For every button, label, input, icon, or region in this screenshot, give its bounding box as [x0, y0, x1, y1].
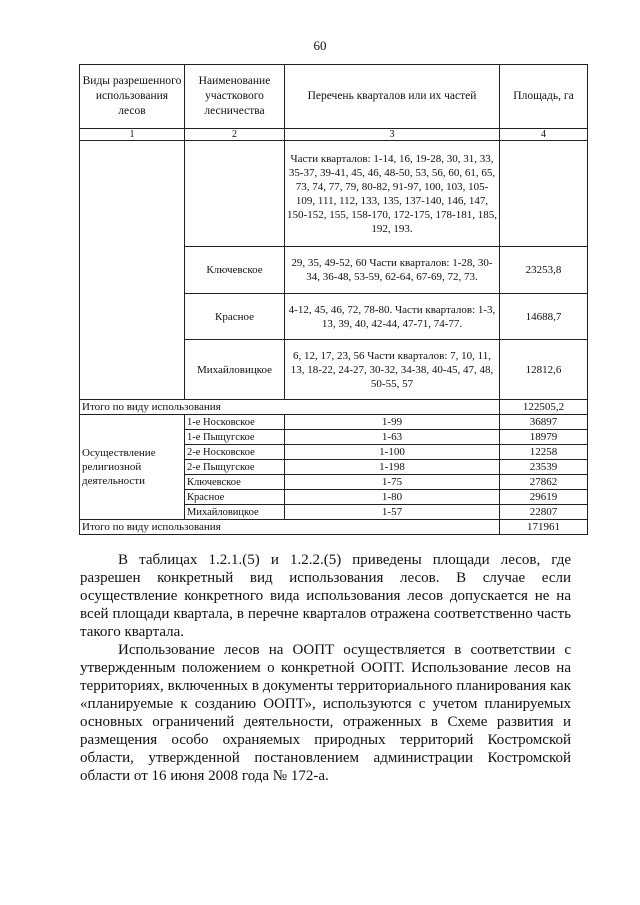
area-cell: 29619	[500, 490, 588, 505]
header-area: Площадь, га	[500, 65, 588, 129]
area-cell: 18979	[500, 430, 588, 445]
quarters-cell: 1-100	[285, 445, 500, 460]
forestry-cell: 2-е Пыщугское	[185, 460, 285, 475]
column-number: 1	[80, 129, 185, 141]
quarters-cell: 1-63	[285, 430, 500, 445]
area-cell: 23253,8	[500, 247, 588, 294]
forestry-cell: 1-е Пыщугское	[185, 430, 285, 445]
quarters-cell: 1-198	[285, 460, 500, 475]
area-cell: 22807	[500, 505, 588, 520]
forestry-cell: Красное	[185, 490, 285, 505]
paragraph: Использование лесов на ООПТ осуществляется в соответствии с утвержденным положением о конкретной ООПТ. Использование лесов на территориях, включенных в документы территориального планирования как «планируемые к созданию ООПТ», используются с учетом планируемых основных ограничений деятельности, отраженных в Схеме развития и размещения особо охраняемых природных территорий Костромской области, утвержденной постановлением администрации Костромской области от 16 июня 2008 года № 172-а.	[80, 642, 571, 784]
column-number: 3	[285, 129, 500, 141]
use-type-religious: Осуществление религиозной деятельности	[80, 415, 185, 520]
forestry-cell: 2-е Носковское	[185, 445, 285, 460]
table-header-row	[80, 65, 588, 129]
forestry-cell: Ключевское	[185, 475, 285, 490]
quarters-cell: 1-57	[285, 505, 500, 520]
forestry-cell: Красное	[185, 294, 285, 340]
quarters-cell: 29, 35, 49-52, 60 Части кварталов: 1-28, 30-34, 36-48, 53-59, 62-64, 67-69, 72, 73.	[285, 247, 500, 294]
area-cell: 23539	[500, 460, 588, 475]
header-forestry: Наименование участкового лесничества	[185, 65, 285, 129]
area-cell: 12812,6	[500, 340, 588, 400]
forestry-cell: 1-е Носковское	[185, 415, 285, 430]
total-row	[80, 400, 588, 415]
column-number-row	[80, 129, 588, 141]
page-number: 60	[313, 38, 327, 53]
quarters-cell: 6, 12, 17, 23, 56 Части кварталов: 7, 10, 11, 13, 18-22, 24-27, 30-32, 34-38, 40-45, 47, 48, 50-55, 57	[285, 340, 500, 400]
area-cell: 27862	[500, 475, 588, 490]
use-type-cell-empty	[80, 141, 185, 400]
header-quarters: Перечень кварталов или их частей	[285, 65, 500, 129]
paragraph: В таблицах 1.2.1.(5) и 1.2.2.(5) приведены площади лесов, где разрешен конкретный вид использования лесов. В случае если осуществление конкретного вида использования лесов допускается не на всей площади квартала, в перечне кварталов отражена соответственно часть такого квартала.	[80, 552, 571, 640]
header-use-type: Виды разрешенного использования лесов	[80, 65, 185, 129]
table-row	[80, 141, 588, 247]
column-number: 4	[500, 129, 588, 141]
area-cell: 36897	[500, 415, 588, 430]
total-area: 171961	[500, 520, 588, 535]
forestry-cell: Михайловицкое	[185, 505, 285, 520]
quarters-cell: 4-12, 45, 46, 72, 78-80. Части кварталов: 1-3, 13, 39, 40, 42-44, 47-71, 74-77.	[285, 294, 500, 340]
quarters-cell: 1-75	[285, 475, 500, 490]
total-area: 122505,2	[500, 400, 588, 415]
forestry-cell	[185, 141, 285, 247]
area-cell: 14688,7	[500, 294, 588, 340]
forestry-cell: Ключевское	[185, 247, 285, 294]
area-cell	[500, 141, 588, 247]
forest-use-table	[79, 64, 588, 535]
body-text	[80, 551, 571, 785]
table-row	[80, 415, 588, 430]
column-number: 2	[185, 129, 285, 141]
total-label: Итого по виду использования	[80, 520, 500, 535]
total-row	[80, 520, 588, 535]
quarters-cell: 1-80	[285, 490, 500, 505]
forestry-cell: Михайловицкое	[185, 340, 285, 400]
quarters-cell: Части кварталов: 1-14, 16, 19-28, 30, 31, 33, 35-37, 39-41, 45, 46, 48-50, 53, 56, 60, 61, 65, 73, 74, 77, 79, 80-82, 91-97, 100, 103, 105-109, 111, 112, 133, 135, 137-140, 146, 147, 150-152, 155, 158-170, 172-175, 178-181, 185, 192, 193.	[285, 141, 500, 247]
total-label: Итого по виду использования	[80, 400, 500, 415]
quarters-cell: 1-99	[285, 415, 500, 430]
area-cell: 12258	[500, 445, 588, 460]
